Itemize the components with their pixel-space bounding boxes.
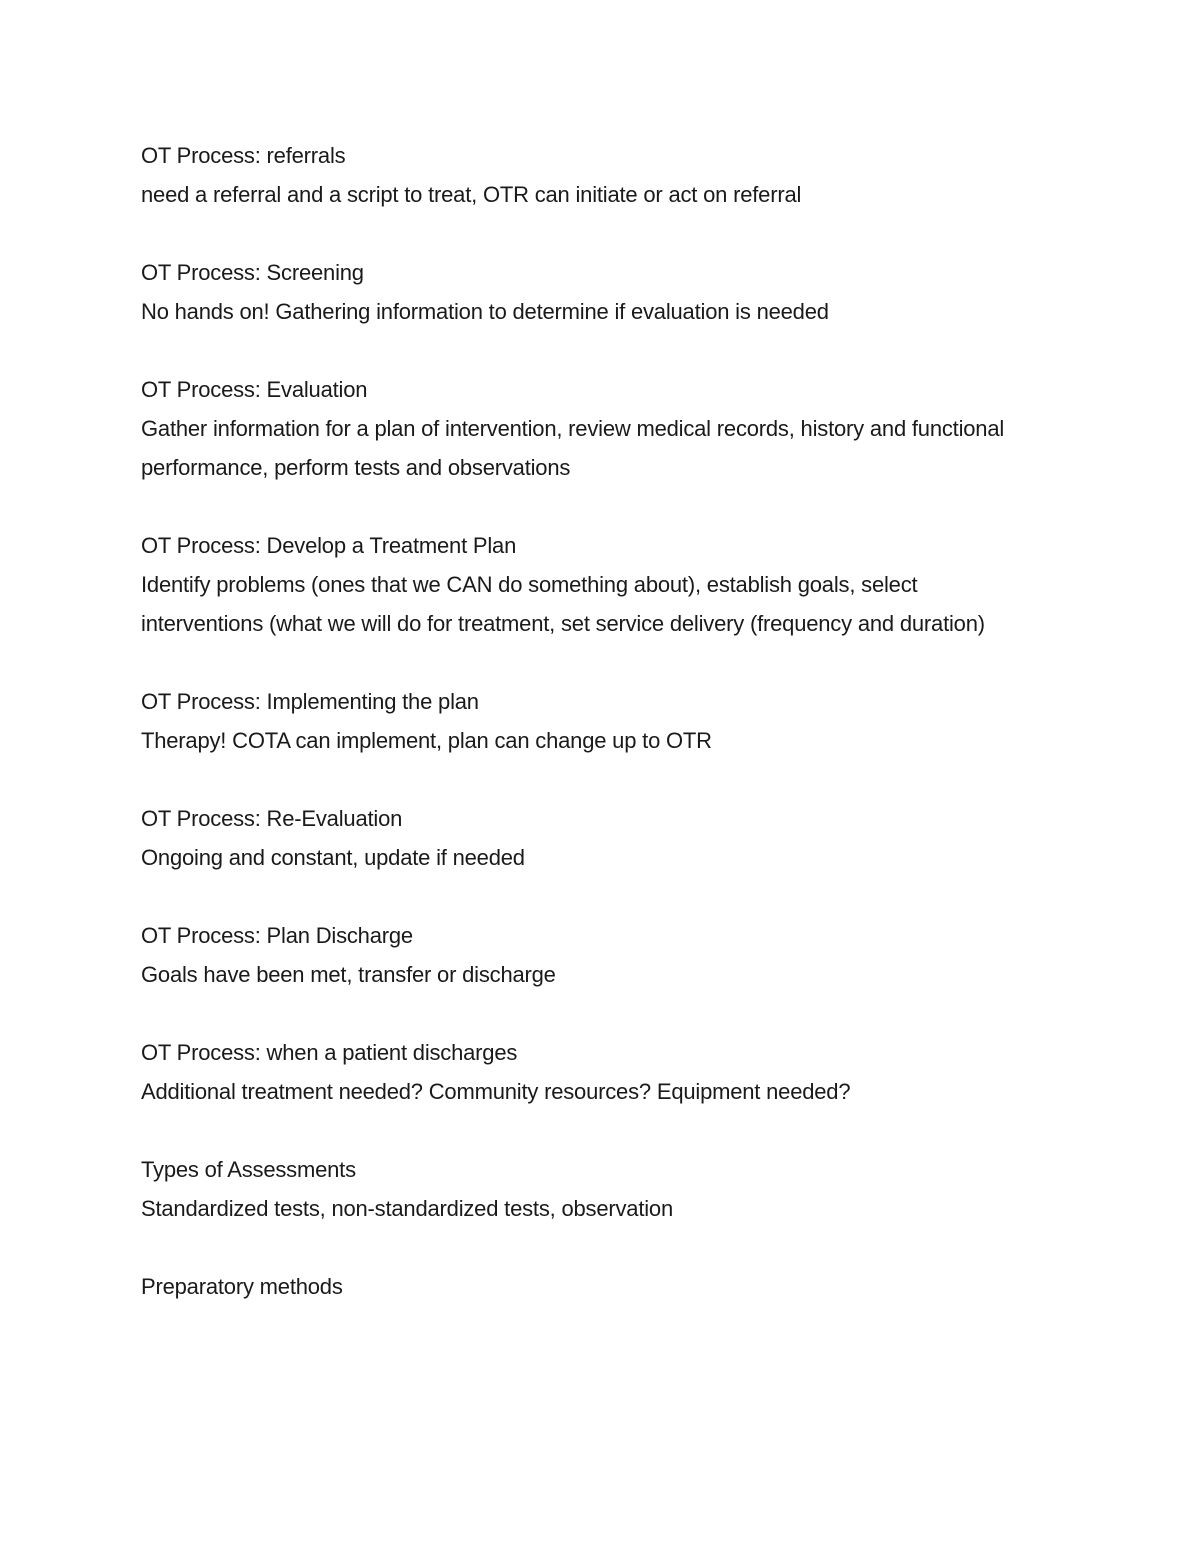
entry-plan-discharge <box>141 916 1041 994</box>
entry-definition: Goals have been met, transfer or discharge <box>141 962 556 987</box>
entry-definition: Identify problems (ones that we CAN do something about), establish goals, select interventions (what we will do for treatment, set service delivery (frequency and duration) <box>141 572 985 636</box>
entry-term: OT Process: Implementing the plan <box>141 689 479 714</box>
entry-implementing-plan <box>141 682 1041 760</box>
entry-definition: Therapy! COTA can implement, plan can change up to OTR <box>141 728 712 753</box>
entry-term: Types of Assessments <box>141 1157 356 1182</box>
entry-term: OT Process: Evaluation <box>141 377 368 402</box>
entry-term: OT Process: referrals <box>141 143 346 168</box>
entry-term: OT Process: Plan Discharge <box>141 923 413 948</box>
entry-re-evaluation <box>141 799 1041 877</box>
entry-preparatory-methods <box>141 1267 1041 1306</box>
entry-term: OT Process: Screening <box>141 260 364 285</box>
entry-definition: Standardized tests, non-standardized tests, observation <box>141 1196 673 1221</box>
entry-term: OT Process: Re-Evaluation <box>141 806 403 831</box>
entry-evaluation <box>141 370 1041 487</box>
entry-term: OT Process: Develop a Treatment Plan <box>141 533 517 558</box>
entry-types-of-assessments <box>141 1150 1041 1228</box>
entry-definition: need a referral and a script to treat, OTR can initiate or act on referral <box>141 182 802 207</box>
entry-definition: No hands on! Gathering information to determine if evaluation is needed <box>141 299 829 324</box>
entry-referrals <box>141 136 1041 214</box>
entry-definition: Additional treatment needed? Community resources? Equipment needed? <box>141 1079 851 1104</box>
entry-definition: Ongoing and constant, update if needed <box>141 845 525 870</box>
entry-term: OT Process: when a patient discharges <box>141 1040 518 1065</box>
entry-definition: Gather information for a plan of intervention, review medical records, history and functional performance, perform tests and observations <box>141 416 1005 480</box>
entry-patient-discharges <box>141 1033 1041 1111</box>
entry-screening <box>141 253 1041 331</box>
entry-treatment-plan <box>141 526 1041 643</box>
entry-term: Preparatory methods <box>141 1274 343 1299</box>
document-body <box>141 136 1041 1345</box>
